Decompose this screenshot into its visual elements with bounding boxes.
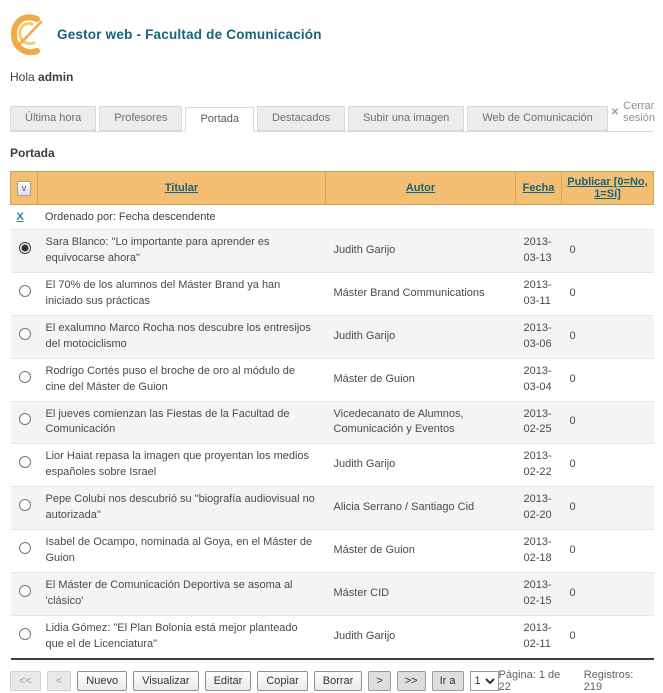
page-select[interactable] <box>470 671 499 691</box>
next-page-button[interactable]: > <box>368 671 390 691</box>
row-titular: El 70% de los alumnos del Máster Brand ya han iniciado sus prácticas <box>38 272 326 315</box>
copy-button[interactable]: Copiar <box>257 671 307 691</box>
row-publicar: 0 <box>562 272 654 315</box>
row-fecha: 2013-02-22 <box>516 444 562 487</box>
row-select-radio[interactable] <box>19 371 31 383</box>
toolbar-buttons <box>10 671 464 691</box>
table-row <box>11 487 654 530</box>
app-header <box>10 12 653 56</box>
row-select-radio[interactable] <box>19 413 31 425</box>
tab-portada[interactable]: Portada <box>185 107 254 132</box>
row-titular: El jueves comienzan las Fiestas de la Facultad de Comunicación <box>38 401 326 444</box>
row-publicar: 0 <box>562 401 654 444</box>
row-fecha: 2013-03-13 <box>516 230 562 273</box>
row-autor: Máster de Guion <box>326 358 516 401</box>
tabs <box>10 106 611 131</box>
row-select-cell <box>11 487 38 530</box>
sort-info-row <box>11 205 654 230</box>
row-select-cell <box>11 615 38 658</box>
row-publicar: 0 <box>562 530 654 573</box>
close-icon: ✕ <box>610 106 620 118</box>
records-info: Registros: 219 <box>583 668 634 693</box>
edit-button[interactable]: Editar <box>205 671 252 691</box>
row-autor: Judith Garijo <box>326 315 516 358</box>
greeting-username: admin <box>38 70 74 84</box>
row-fecha: 2013-03-06 <box>516 315 562 358</box>
row-titular: Rodrigo Cortés puso el broche de oro al módulo de cine del Máster de Guion <box>38 358 326 401</box>
table-row <box>11 530 654 573</box>
table-row <box>11 444 654 487</box>
row-select-cell <box>11 444 38 487</box>
table-row <box>11 230 654 273</box>
column-link-fecha[interactable]: Fecha <box>522 182 555 194</box>
row-fecha: 2013-02-11 <box>516 615 562 658</box>
row-select-radio[interactable] <box>19 585 31 597</box>
row-select-cell <box>11 358 38 401</box>
row-fecha: 2013-02-20 <box>516 487 562 530</box>
new-button[interactable]: Nuevo <box>77 671 127 691</box>
row-select-radio[interactable] <box>19 499 31 511</box>
table-row <box>11 573 654 616</box>
row-fecha: 2013-03-04 <box>516 358 562 401</box>
row-publicar: 0 <box>562 315 654 358</box>
app-title: Gestor web - Facultad de Comunicación <box>57 26 322 42</box>
table-row <box>11 358 654 401</box>
table-row <box>11 615 654 658</box>
row-publicar: 0 <box>562 444 654 487</box>
logout-link[interactable] <box>611 100 655 131</box>
row-select-cell <box>11 272 38 315</box>
tab-profesores[interactable]: Profesores <box>99 106 182 131</box>
row-select-cell <box>11 401 38 444</box>
toolbar <box>10 669 653 693</box>
row-titular: Lior Haiat repasa la imagen que proyentan los medios españoles sobre Israel <box>38 444 326 487</box>
first-page-button: << <box>10 671 41 691</box>
row-autor: Máster de Guion <box>326 530 516 573</box>
row-fecha: 2013-02-18 <box>516 530 562 573</box>
view-button[interactable]: Visualizar <box>133 671 199 691</box>
row-publicar: 0 <box>562 358 654 401</box>
tab-subir-una-imagen[interactable]: Subir una imagen <box>348 106 464 131</box>
row-select-radio[interactable] <box>19 456 31 468</box>
row-autor: Máster CID <box>326 573 516 616</box>
last-page-button[interactable]: >> <box>397 671 426 691</box>
column-link-autor[interactable]: Autor <box>405 182 436 194</box>
goto-button[interactable]: Ir a <box>432 671 464 691</box>
sort-info-text: Ordenado por: Fecha descendente <box>44 211 216 223</box>
row-publicar: 0 <box>562 615 654 658</box>
row-fecha: 2013-02-15 <box>516 573 562 616</box>
row-select-radio[interactable] <box>19 242 31 254</box>
table-body <box>11 205 654 659</box>
row-autor: Vicedecanato de Alumnos, Comunicación y Eventos <box>326 401 516 444</box>
row-titular: Isabel de Ocampo, nominada al Goya, en el Máster de Guion <box>38 530 326 573</box>
column-link-titular[interactable]: Titular <box>164 182 199 194</box>
greeting <box>10 70 653 84</box>
row-titular: Lidia Gómez: "El Plan Bolonia está mejor planteado que el de Licenciatura" <box>38 615 326 658</box>
row-select-cell <box>11 230 38 273</box>
row-publicar: 0 <box>562 230 654 273</box>
row-titular: Sara Blanco: "Lo importante para aprender es equivocarse ahora" <box>38 230 326 273</box>
row-autor: Máster Brand Communications <box>326 272 516 315</box>
row-titular: Pepe Colubi nos descubrió su "biografía audiovisual no autorizada" <box>38 487 326 530</box>
table-row <box>11 401 654 444</box>
logout-label: Cerrar sesión <box>623 100 655 124</box>
column-link-publicar[interactable]: Publicar [0=No, 1=Sí] <box>567 176 648 200</box>
row-autor: Judith Garijo <box>326 444 516 487</box>
row-select-radio[interactable] <box>19 285 31 297</box>
row-select-radio[interactable] <box>19 542 31 554</box>
row-publicar: 0 <box>562 487 654 530</box>
tab-bar <box>10 100 653 132</box>
row-select-radio[interactable] <box>19 328 31 340</box>
tab-web-de-comunicacion[interactable]: Web de Comunicación <box>467 106 607 131</box>
faculty-swirl-logo-icon <box>10 12 44 56</box>
row-titular: El exalumno Marco Rocha nos descubre los entresijos del motociclismo <box>38 315 326 358</box>
table-head <box>11 172 654 205</box>
clear-sort-link[interactable]: X <box>16 211 24 223</box>
row-select-cell <box>11 573 38 616</box>
row-publicar: 0 <box>562 573 654 616</box>
row-fecha: 2013-02-25 <box>516 401 562 444</box>
table-row <box>11 272 654 315</box>
page-info: Página: 1 de 22 <box>498 668 561 693</box>
table-row <box>11 315 654 358</box>
status-bar <box>499 669 653 693</box>
row-select-cell <box>11 315 38 358</box>
row-select-cell <box>11 530 38 573</box>
section-title: Portada <box>10 146 55 160</box>
row-fecha: 2013-03-11 <box>516 272 562 315</box>
row-select-radio[interactable] <box>19 628 31 640</box>
tab-ultima-hora[interactable]: Última hora <box>10 106 96 131</box>
row-autor: Judith Garijo <box>326 230 516 273</box>
data-table <box>10 171 654 660</box>
delete-button[interactable]: Borrar <box>314 671 363 691</box>
tab-destacados[interactable]: Destacados <box>257 106 345 131</box>
column-select-button[interactable]: v <box>17 181 32 196</box>
row-autor: Judith Garijo <box>326 615 516 658</box>
row-autor: Alicia Serrano / Santiago Cid <box>326 487 516 530</box>
row-titular: El Máster de Comunicación Deportiva se asoma al 'clásico' <box>38 573 326 616</box>
prev-page-button: < <box>47 671 71 691</box>
greeting-prefix: Hola <box>10 70 35 84</box>
